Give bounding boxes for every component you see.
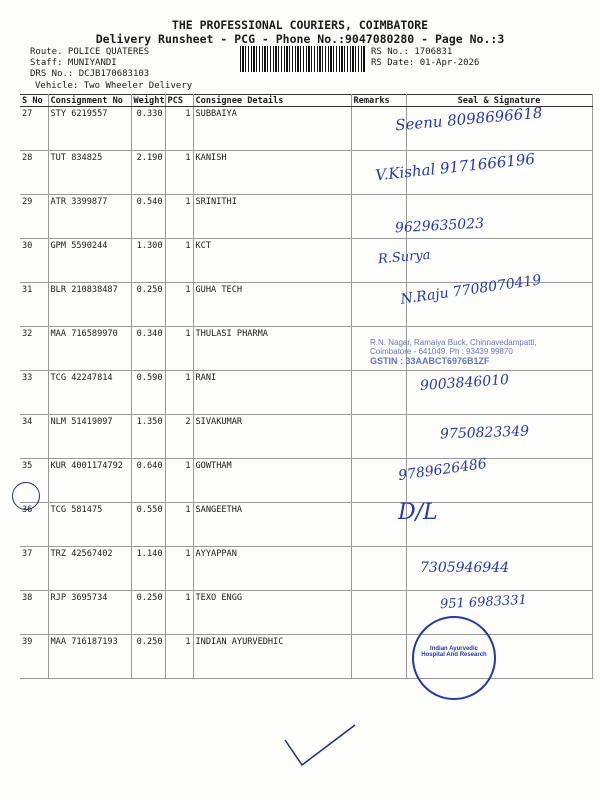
col-pcs: PCS bbox=[165, 95, 193, 107]
row-pcs: 1 bbox=[165, 327, 193, 371]
table-row bbox=[20, 503, 592, 547]
row-consignee: INDIAN AYURVEDHIC bbox=[193, 635, 351, 679]
row-pcs: 1 bbox=[165, 107, 193, 151]
row-sno: 30 bbox=[20, 239, 48, 283]
row-consignee: SANGEETHA bbox=[193, 503, 351, 547]
row-pcs: 1 bbox=[165, 547, 193, 591]
row-weight: 0.250 bbox=[131, 635, 165, 679]
row-consignment: TCG 581475 bbox=[48, 503, 131, 547]
row-weight: 0.540 bbox=[131, 195, 165, 239]
row-weight: 0.330 bbox=[131, 107, 165, 151]
row-remarks bbox=[351, 459, 406, 503]
row-sno: 37 bbox=[20, 547, 48, 591]
row-weight: 0.640 bbox=[131, 459, 165, 503]
row-remarks bbox=[351, 591, 406, 635]
seal-gstin: GSTIN : 33AABCT6976B1ZF bbox=[370, 356, 490, 366]
row-weight: 0.550 bbox=[131, 503, 165, 547]
barcode bbox=[240, 46, 365, 72]
row-weight: 1.350 bbox=[131, 415, 165, 459]
row-consignee: THULASI PHARMA bbox=[193, 327, 351, 371]
row-consignment: TUT 834825 bbox=[48, 151, 131, 195]
row-consignee: SIVAKUMAR bbox=[193, 415, 351, 459]
seal-address: R.N. Nagar, Ramaiya Buck, Chinnavedampatti, bbox=[370, 338, 537, 347]
signature-38: 951 6983331 bbox=[439, 592, 528, 613]
row-sno: 28 bbox=[20, 151, 48, 195]
row-sno: 29 bbox=[20, 195, 48, 239]
route-label: Route. POLICE QUATERES bbox=[30, 47, 150, 57]
row-weight: 0.340 bbox=[131, 327, 165, 371]
signature-27: Seenu 8098696618 bbox=[394, 103, 544, 135]
row-sno: 36 bbox=[20, 503, 48, 547]
row-sno: 38 bbox=[20, 591, 48, 635]
round-stamp-text: Indian Ayurvedic Hospital And Research bbox=[421, 646, 487, 658]
row-weight: 0.250 bbox=[131, 591, 165, 635]
row-remarks bbox=[351, 547, 406, 591]
row-consignee: RANI bbox=[193, 371, 351, 415]
row-remarks bbox=[351, 415, 406, 459]
signature-33: 9003846010 bbox=[419, 371, 510, 395]
row-weight: 0.590 bbox=[131, 371, 165, 415]
row-consignee: TEXO ENGG bbox=[193, 591, 351, 635]
signature-34: 9750823349 bbox=[439, 423, 530, 443]
row-consignee: KANISH bbox=[193, 151, 351, 195]
seal-city: Coimbatore - 641049. Ph : 93439 99870 bbox=[370, 347, 513, 356]
row-consignee: KCT bbox=[193, 239, 351, 283]
row-consignment: KUR 4001174792 bbox=[48, 459, 131, 503]
row-pcs: 1 bbox=[165, 635, 193, 679]
rs-date: RS Date: 01-Apr-2026 bbox=[371, 58, 480, 68]
table-row bbox=[20, 195, 592, 239]
row-pcs: 1 bbox=[165, 195, 193, 239]
signature-28: V.Kishal 9171666196 bbox=[374, 149, 536, 185]
col-sno: S No bbox=[20, 95, 48, 107]
rs-number: RS No.: 1706831 bbox=[371, 47, 453, 57]
runsheet-subtitle: Delivery Runsheet - PCG - Phone No.:9047080280 - Page No.:3 bbox=[95, 32, 505, 46]
vehicle-label: Vehicle: Two Wheeler Delivery bbox=[35, 81, 193, 91]
row-consignee: GOWTHAM bbox=[193, 459, 351, 503]
row-signature bbox=[406, 239, 592, 283]
company-title: THE PROFESSIONAL COURIERS, COIMBATORE bbox=[171, 18, 429, 32]
signature-37: 7305946944 bbox=[420, 560, 510, 576]
table-header bbox=[20, 95, 592, 107]
row-consignment: TRZ 42567402 bbox=[48, 547, 131, 591]
row-remarks bbox=[351, 635, 406, 679]
row-consignment: RJP 3695734 bbox=[48, 591, 131, 635]
row-consignment: MAA 716187193 bbox=[48, 635, 131, 679]
col-weight: Weight bbox=[131, 95, 165, 107]
row-pcs: 1 bbox=[165, 591, 193, 635]
row-consignee: AYYAPPAN bbox=[193, 547, 351, 591]
row-sno: 34 bbox=[20, 415, 48, 459]
col-signature: Seal & Signature bbox=[406, 95, 592, 107]
row-consignment: ATR 3399877 bbox=[48, 195, 131, 239]
row-sno: 35 bbox=[20, 459, 48, 503]
row-consignment: TCG 42247814 bbox=[48, 371, 131, 415]
row-consignment: MAA 716589970 bbox=[48, 327, 131, 371]
col-consignee: Consignee Details bbox=[193, 95, 351, 107]
row-consignee: GUHA TECH bbox=[193, 283, 351, 327]
signature-35: 9789626486 bbox=[397, 455, 488, 485]
row-weight: 2.190 bbox=[131, 151, 165, 195]
row-sno: 27 bbox=[20, 107, 48, 151]
drs-number: DRS No.: DCJB170683103 bbox=[30, 69, 150, 79]
row-pcs: 1 bbox=[165, 283, 193, 327]
row-pcs: 1 bbox=[165, 239, 193, 283]
row-sno: 33 bbox=[20, 371, 48, 415]
row-weight: 0.250 bbox=[131, 283, 165, 327]
row-consignment: NLM 51419097 bbox=[48, 415, 131, 459]
staff-label: Staff: MUNIYANDI bbox=[30, 58, 117, 68]
row-pcs: 1 bbox=[165, 503, 193, 547]
row-weight: 1.140 bbox=[131, 547, 165, 591]
row-consignee: SRINITHI bbox=[193, 195, 351, 239]
signature-30: R.Surya bbox=[377, 247, 432, 268]
check-mark bbox=[280, 720, 360, 770]
signature-31: N.Raju 7708070419 bbox=[399, 272, 543, 308]
table-row bbox=[20, 635, 592, 679]
hospital-round-stamp bbox=[412, 616, 496, 700]
row-sno: 39 bbox=[20, 635, 48, 679]
row-weight: 1.300 bbox=[131, 239, 165, 283]
col-consignment: Consignment No bbox=[48, 95, 131, 107]
row-sno: 31 bbox=[20, 283, 48, 327]
row-pcs: 2 bbox=[165, 415, 193, 459]
row-pcs: 1 bbox=[165, 459, 193, 503]
row-sno: 32 bbox=[20, 327, 48, 371]
signature-29: 9629635023 bbox=[394, 215, 485, 237]
row-pcs: 1 bbox=[165, 151, 193, 195]
row-consignee: SUBBAIYA bbox=[193, 107, 351, 151]
row-consignment: BLR 210838487 bbox=[48, 283, 131, 327]
circle-mark bbox=[12, 482, 40, 510]
col-remarks: Remarks bbox=[351, 95, 406, 107]
row-consignment: GPM 5590244 bbox=[48, 239, 131, 283]
row-consignment: STY 6219557 bbox=[48, 107, 131, 151]
signature-36: D/L bbox=[398, 500, 438, 525]
table-row bbox=[20, 459, 592, 503]
row-pcs: 1 bbox=[165, 371, 193, 415]
